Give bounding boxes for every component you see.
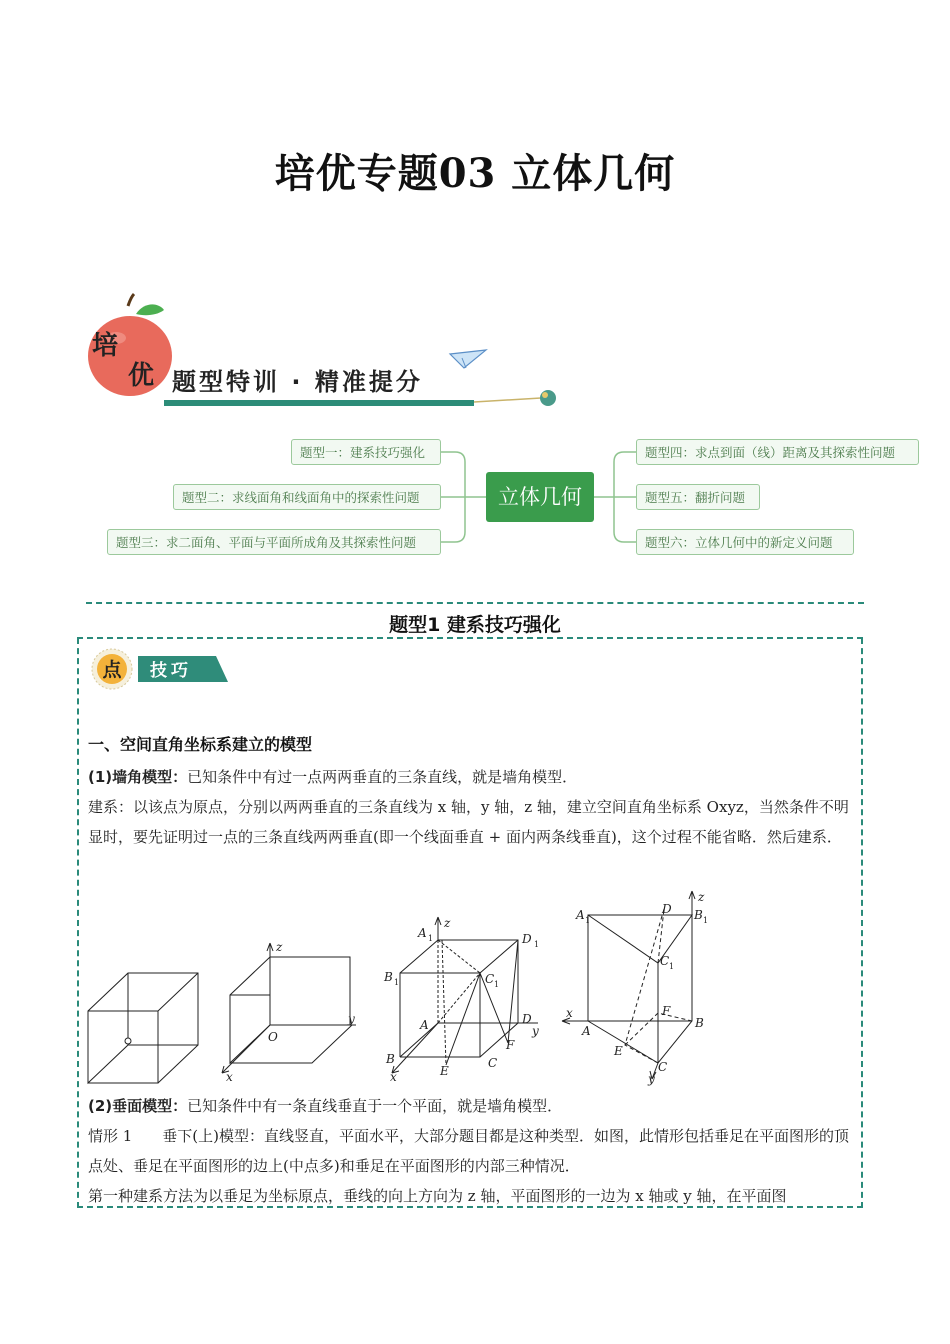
mindmap-node-2: 题型二：求线面角和线面角中的探索性问题	[173, 484, 441, 510]
fig3-E: E	[440, 1064, 449, 1078]
fig3-A1: A	[418, 926, 427, 940]
mindmap-node-5: 题型五：翻折问题	[636, 484, 760, 510]
figures-panel	[80, 885, 730, 1090]
fig3-B1: B	[384, 970, 393, 984]
paper-plane-icon	[450, 350, 486, 368]
vertical-plane-text: 已知条件中有一条直线垂直于一个平面，就是墙角模型．	[187, 1097, 563, 1115]
fig3-F: F	[506, 1038, 515, 1052]
fig2-y: y	[348, 1012, 355, 1026]
fig4-B1-sub: 1	[703, 916, 709, 925]
vertical-plane-label: (2)垂面模型：	[88, 1097, 188, 1115]
fig4-D: D	[662, 902, 672, 916]
paragraph-wall-corner	[88, 762, 854, 792]
figure-axes-box	[222, 940, 356, 1084]
fig4-y: y	[648, 1072, 655, 1086]
heading-model: 一、空间直角坐标系建立的模型	[88, 735, 313, 754]
mindmap-center: 立体几何	[486, 472, 594, 522]
fig2-z: z	[276, 940, 283, 954]
fig4-F: F	[662, 1004, 671, 1018]
mindmap-node-4: 题型四：求点到面（线）距离及其探索性问题	[636, 439, 919, 465]
fig3-y: y	[532, 1024, 539, 1038]
seal-bottom: 优	[128, 361, 155, 391]
fig3-D: D	[522, 1012, 532, 1026]
tip-badge-label: 技巧	[150, 661, 192, 681]
fig3-C1: C	[485, 972, 495, 986]
fig2-o: O	[268, 1030, 278, 1044]
fig4-E: E	[614, 1044, 623, 1058]
section-title: 题型1 建系技巧强化	[389, 614, 561, 636]
fig3-D1-sub: 1	[534, 940, 540, 949]
tip-badge-mark: 点	[102, 659, 122, 681]
banner-underline	[164, 400, 474, 406]
page-title: 培优专题03 立体几何	[274, 150, 676, 197]
banner	[86, 292, 566, 412]
wall-corner-text: 已知条件中有过一点两两垂直的三条直线，就是墙角模型．	[187, 768, 578, 786]
fig3-D1: D	[522, 932, 532, 946]
fig3-z: z	[444, 916, 451, 930]
figure-cube	[88, 973, 198, 1083]
fig3-B: B	[386, 1052, 395, 1066]
fig3-x: x	[390, 1070, 397, 1084]
fig4-z: z	[698, 890, 705, 904]
fig4-B1: B	[694, 908, 703, 922]
paragraph-setup: 建系：以该点为原点，分别以两两垂直的三条直线为 x 轴，y 轴，z 轴，建立空间直角坐标系 Oxyz，当然条件不明显时，要先证明过一点的三条直线两两垂直(即一个线面垂直 + 面内两条线垂直)，这个过程不能省略．然后建系．	[88, 798, 849, 846]
fig4-x: x	[566, 1006, 573, 1020]
paragraph-case1: 情形 1 垂下(上)模型：直线竖直，平面水平，大部分题目都是这种类型．如图，此情形包括垂足在平面图形的顶点处、垂足在平面图形的边上(中点多)和垂足在平面图形的内部三种情况．	[88, 1127, 850, 1175]
paragraph-vertical-plane	[88, 1091, 854, 1121]
banner-slogan: 题型特训 · 精准提分	[172, 368, 423, 396]
wall-corner-label: (1)墙角模型：	[88, 768, 188, 786]
banner-dot	[540, 390, 556, 406]
fig4-A1: A	[576, 908, 585, 922]
figure-prism	[562, 890, 708, 1086]
fig3-C1-sub: 1	[494, 980, 500, 989]
fig4-A: A	[582, 1024, 591, 1038]
fig4-B: B	[695, 1016, 704, 1030]
fig3-A: A	[420, 1018, 429, 1032]
tip-badge	[90, 648, 230, 690]
seal-top: 培	[92, 331, 119, 361]
mindmap-node-6: 题型六：立体几何中的新定义问题	[636, 529, 854, 555]
fig3-A1-sub: 1	[428, 934, 434, 943]
fig4-C: C	[658, 1060, 668, 1074]
figure-cube-points	[383, 916, 539, 1084]
fig3-B1-sub: 1	[394, 978, 400, 987]
mindmap-node-1: 题型一：建系技巧强化	[291, 439, 441, 465]
fig4-A1-sub: 1	[585, 916, 591, 925]
fig3-C: C	[488, 1056, 498, 1070]
paragraph-method1: 第一种建系方法为以垂足为坐标原点，垂线的向上方向为 z 轴，平面图形的一边为 x 轴或 y 轴，在平面图	[88, 1187, 787, 1205]
section-divider	[86, 602, 864, 604]
fig4-C1: C	[660, 954, 670, 968]
mindmap-node-3: 题型三：求二面角、平面与平面所成角及其探索性问题	[107, 529, 441, 555]
fig2-x: x	[226, 1070, 233, 1084]
fig4-C1-sub: 1	[669, 962, 675, 971]
